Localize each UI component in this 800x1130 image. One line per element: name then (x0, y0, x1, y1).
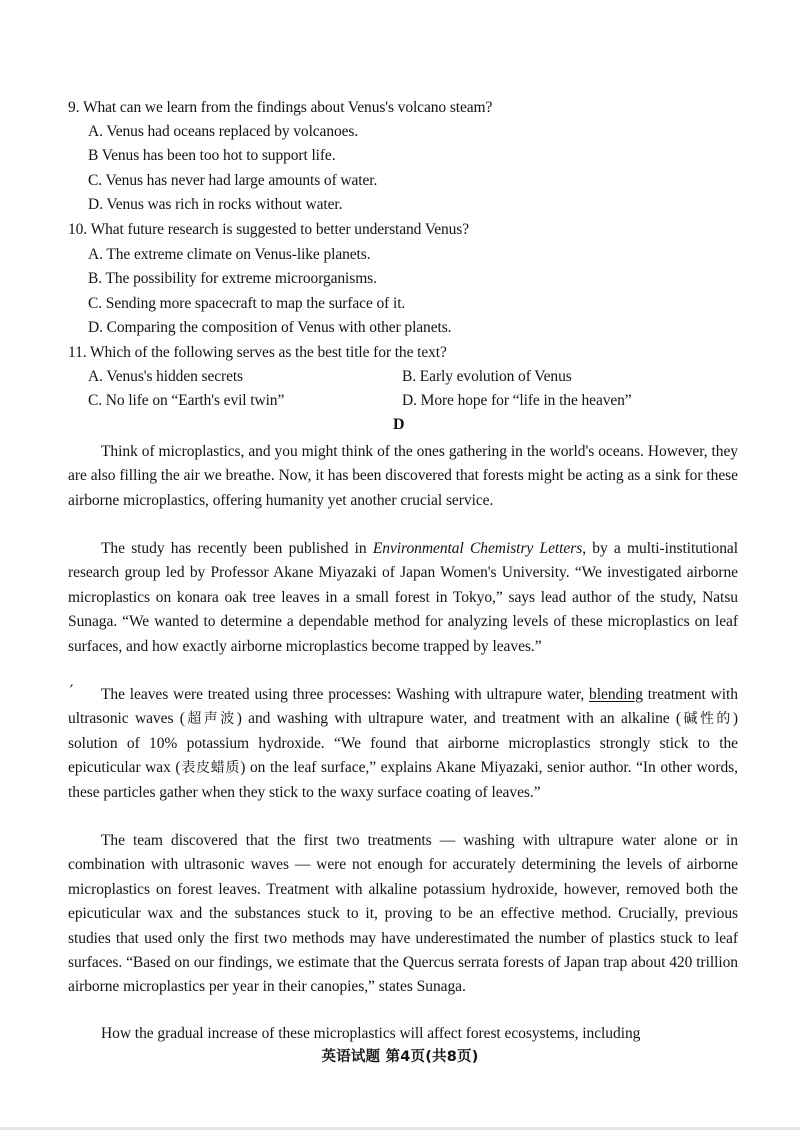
chinese-gloss: 表皮蜡质 (180, 760, 241, 777)
question-11-option-d (402, 391, 632, 411)
option-letter: C. (88, 295, 103, 312)
stray-pen-mark: ′ (67, 681, 75, 696)
question-10-stem (68, 220, 469, 240)
paragraph-text: The leaves were treated using three processes: Washing with ultrapure water, (101, 686, 590, 703)
passage-paragraph-2 (68, 537, 738, 659)
question-10-option-d (88, 318, 451, 338)
option-text: The possibility for extreme microorganisms. (105, 270, 377, 287)
page-footer: 英语试题 第4页(共8页) (321, 1049, 479, 1065)
option-text: Venus has never had large amounts of water. (105, 172, 378, 189)
option-text: Comparing the composition of Venus with other planets. (106, 319, 452, 336)
paragraph-text: , by a multi-institutional research group led by Professor Akane Miyazaki of Japan Women's University. “We investigated airborne microplastics on konara oak tree leaves in a small forest in Tokyo,” says lead author of the study, Natsu Sunaga. “We wanted to determine a dependable method for analyzing levels of these microplastics on leaf surfaces, and how exactly airborne microplastics become trapped by leaves.” (68, 540, 738, 655)
option-letter: B. (402, 368, 417, 385)
option-letter: A. (88, 368, 103, 385)
question-9-option-d (88, 195, 342, 215)
paragraph-text: ) on the leaf surface,” explains Akane Miyazaki, senior author. “In other words, these particles gather when they stick to the waxy surface coating of leaves.” (68, 759, 738, 801)
question-number: 10. (68, 221, 88, 238)
question-text: Which of the following serves as the best title for the text? (90, 344, 447, 361)
option-text: Venus has been too hot to support life. (101, 147, 336, 164)
passage-paragraph-4: The team discovered that the first two treatments — washing with ultrapure water alone or in combination with ultrasonic waves — were not enough for accurately determining the levels of airborne microplastics on forest leaves. Treatment with alkaline potassium hydroxide, however, removed both the epicuticular wax and the substances stuck to it, proving to be an effective method. Crucially, previous studies that used only the first two methods may have underestimated the number of plastics stuck to leaf surfaces. “Based on our findings, we estimate that the Quercus serrata forests of Japan trap about 420 trillion airborne microplastics per year in their canopies,” states Sunaga. (68, 832, 738, 996)
question-10-option-a (88, 245, 370, 265)
paragraph-text: ) and washing with ultrapure water, and treatment with an alkaline ( (236, 710, 682, 728)
option-letter: A. (88, 246, 103, 263)
question-9-option-c (88, 171, 377, 191)
question-10-option-b (88, 269, 377, 289)
option-text: Venus had oceans replaced by volcanoes. (106, 123, 359, 140)
question-10-option-c (88, 294, 405, 314)
question-11-option-b (402, 367, 572, 387)
option-text: Sending more spacecraft to map the surface of it. (105, 295, 406, 312)
passage-paragraph-5: How the gradual increase of these microplastics will affect forest ecosystems, including (101, 1025, 641, 1042)
question-text: What future research is suggested to better understand Venus? (90, 221, 469, 238)
question-9-option-a (88, 122, 358, 142)
option-text: Venus's hidden secrets (106, 368, 243, 385)
question-number: 11. (68, 344, 87, 361)
option-letter: C. (88, 392, 103, 409)
option-letter: A. (88, 123, 103, 140)
option-letter: B. (88, 270, 103, 287)
question-text: What can we learn from the findings about Venus's volcano steam? (82, 99, 493, 116)
option-text: Venus was rich in rocks without water. (106, 196, 343, 213)
option-text: No life on “Earth's evil twin” (105, 392, 285, 409)
section-heading: D (393, 416, 405, 433)
question-11-option-c (88, 391, 284, 411)
chinese-gloss: 碱性的 (681, 711, 733, 728)
paragraph-text: The study has recently been published in (101, 540, 373, 557)
option-text: Early evolution of Venus (419, 368, 572, 385)
option-letter: D. (88, 196, 103, 213)
option-text: The extreme climate on Venus-like planets. (106, 246, 371, 263)
option-letter: C. (88, 172, 103, 189)
option-letter: B (88, 147, 99, 164)
question-9-stem (68, 98, 492, 118)
underlined-word: blending (589, 686, 643, 703)
question-11-stem (68, 343, 447, 363)
journal-title: Environmental Chemistry Letters (372, 540, 583, 557)
option-letter: D. (402, 392, 417, 409)
option-letter: D. (88, 319, 103, 336)
passage-paragraph-1: Think of microplastics, and you might think of the ones gathering in the world's oceans. However, they are also filling the air we breathe. Now, it has been discovered that forests might be acting as a sink for these airborne microplastics, offering humanity yet another crucial service. (68, 443, 738, 509)
question-9-option-b (88, 146, 335, 166)
question-number: 9. (68, 99, 80, 116)
question-11-option-a (88, 367, 243, 387)
chinese-gloss: 超声波 (184, 711, 237, 728)
option-text: More hope for “life in the heaven” (420, 392, 632, 409)
paragraph-text: treatment with ultrasonic waves ( (68, 686, 738, 728)
paragraph-text: ) solution of 10% potassium hydroxide. “We found that airborne microplastics strongly stick to the epicuticular wax ( (68, 710, 738, 777)
passage-paragraph-3 (68, 683, 738, 805)
